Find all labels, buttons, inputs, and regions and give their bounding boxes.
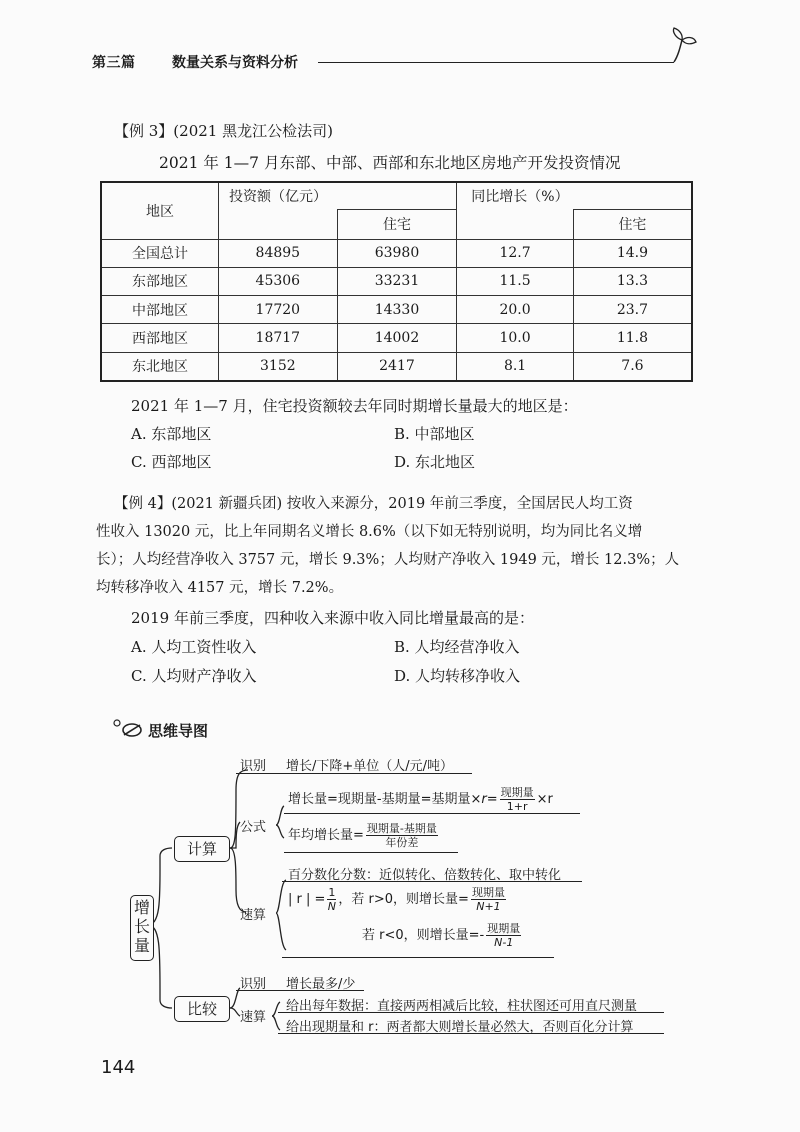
mindmap-root: 增长量 bbox=[130, 895, 154, 961]
speed2-line1-underline bbox=[278, 1012, 664, 1013]
speed1-line3 bbox=[362, 922, 523, 949]
col-header-investment: 投资额（亿元） bbox=[219, 182, 457, 209]
cell-residential-growth: 23.7 bbox=[573, 296, 692, 324]
col-header-growth-residential: 住宅 bbox=[573, 209, 692, 239]
speed1-abs: | r | = bbox=[288, 892, 326, 907]
cell-region: 西部地区 bbox=[101, 324, 219, 352]
example4-line4: 均转移净收入 4157 元，增长 7.2%。 bbox=[96, 580, 344, 596]
example3-label: 【例 3】(2021 黑龙江公检法司) bbox=[114, 122, 333, 140]
example3-option-a: A. 东部地区 bbox=[131, 425, 212, 443]
speed1-fraction: $\frac{1}{N}$ bbox=[327, 886, 337, 913]
formula1-r: r bbox=[481, 792, 487, 807]
formula1 bbox=[288, 786, 553, 813]
cell-residential: 14002 bbox=[337, 324, 457, 352]
formula1-underline bbox=[284, 813, 580, 814]
speed1-pos-text: ，若 r>0，则增长量= bbox=[338, 892, 469, 907]
col-header-investment-residential: 住宅 bbox=[337, 209, 457, 239]
speed1-pos-fraction: $\frac{\text{现期量}}{N+1}$ bbox=[471, 886, 505, 913]
formula2-underline bbox=[284, 852, 458, 853]
formula1-fraction: $\frac{\text{现期量}}{1+r}$ bbox=[500, 786, 534, 813]
example4-option-b: B. 人均经营净收入 bbox=[394, 638, 520, 656]
mindmap-node-calc: 计算 bbox=[174, 836, 230, 862]
cell-residential-growth: 13.3 bbox=[573, 267, 692, 295]
cell-investment: 18717 bbox=[219, 324, 338, 352]
formula2-fraction: $\frac{\text{现期量-基期量}}{\text{年份差}}$ bbox=[366, 822, 437, 849]
mindmap-title: 思维导图 bbox=[148, 722, 209, 740]
example3-option-c: C. 西部地区 bbox=[131, 453, 212, 471]
cell-region: 全国总计 bbox=[101, 239, 219, 267]
header-chapter: 第三篇 bbox=[92, 55, 136, 71]
formula1-eq: = bbox=[486, 792, 498, 807]
example4-option-d: D. 人均转移净收入 bbox=[394, 667, 521, 685]
cell-residential: 2417 bbox=[337, 352, 457, 381]
cell-residential: 14330 bbox=[337, 296, 457, 324]
cell-growth: 11.5 bbox=[457, 267, 574, 295]
example3-option-d: D. 东北地区 bbox=[394, 453, 476, 471]
speed2-line2-underline bbox=[278, 1033, 664, 1034]
page-number: 144 bbox=[101, 1057, 136, 1078]
example4-line1: 【例 4】(2021 新疆兵团) 按收入来源分，2019 年前三季度，全国居民人均工资 bbox=[114, 496, 633, 512]
cell-residential: 63980 bbox=[337, 239, 457, 267]
speed1-line1-underline bbox=[282, 881, 582, 882]
example4-line2: 性收入 13020 元，比上年同期名义增长 8.6%（以下如无特别说明，均为同比名义增 bbox=[96, 524, 643, 540]
speed1-line3-underline bbox=[282, 957, 554, 958]
cell-investment: 3152 bbox=[219, 352, 338, 381]
cell-growth: 20.0 bbox=[457, 296, 574, 324]
formula1-suffix: ×r bbox=[536, 792, 553, 807]
example3-option-b: B. 中部地区 bbox=[394, 425, 475, 443]
example4-option-a: A. 人均工资性收入 bbox=[131, 638, 257, 656]
cell-residential-growth: 14.9 bbox=[573, 239, 692, 267]
mindmap-identify2: 识别 bbox=[240, 977, 267, 992]
cell-investment: 84895 bbox=[219, 239, 338, 267]
identify1-underline bbox=[236, 773, 472, 774]
example4-line3: 长）；人均经营净收入 3757 元，增长 9.3%；人均财产净收入 1949 元，增长 12.3%；人 bbox=[96, 552, 680, 568]
speed2-line2: 给出现期量和 r：两者都大则增长量必然大，否则百化分计算 bbox=[286, 1020, 634, 1035]
cell-growth: 10.0 bbox=[457, 324, 574, 352]
mindmap-formula: 公式 bbox=[240, 820, 267, 835]
cell-region: 东部地区 bbox=[101, 267, 219, 295]
speed2-line1: 给出每年数据：直接两两相减后比较，柱状图还可用直尺测量 bbox=[286, 999, 638, 1014]
formula2 bbox=[288, 822, 440, 849]
mindmap-speed2: 速算 bbox=[240, 1010, 267, 1025]
example4-question: 2019 年前三季度，四种收入来源中收入同比增量最高的是： bbox=[131, 609, 534, 627]
table-title: 2021 年 1—7 月东部、中部、西部和东北地区房地产开发投资情况 bbox=[159, 154, 621, 172]
example3-question: 2021 年 1—7 月，住宅投资额较去年同时期增长量最大的地区是： bbox=[131, 397, 578, 415]
mindmap-identify2-text: 增长最多/少 bbox=[286, 977, 356, 992]
formula1-prefix: 增长量=现期量-基期量=基期量× bbox=[288, 792, 482, 807]
cell-growth: 8.1 bbox=[457, 352, 574, 381]
cell-residential-growth: 11.8 bbox=[573, 324, 692, 352]
mindmap-node-compare: 比较 bbox=[174, 996, 230, 1022]
mindmap-identify1-text: 增长/下降+单位（人/元/吨） bbox=[286, 759, 454, 774]
cell-residential-growth: 7.6 bbox=[573, 352, 692, 381]
cell-investment: 45306 bbox=[219, 267, 338, 295]
identify2-underline bbox=[236, 990, 364, 991]
speed1-line2 bbox=[288, 886, 508, 913]
cell-region: 东北地区 bbox=[101, 352, 219, 381]
mindmap-speed1: 速算 bbox=[240, 908, 267, 923]
mindmap-identify1: 识别 bbox=[240, 759, 267, 774]
cell-investment: 17720 bbox=[219, 296, 338, 324]
speed1-line1: 百分数化分数：近似转化、倍数转化、取中转化 bbox=[288, 868, 562, 883]
cell-residential: 33231 bbox=[337, 267, 457, 295]
speed1-neg-text: 若 r<0，则增长量=- bbox=[362, 928, 485, 943]
cell-growth: 12.7 bbox=[457, 239, 574, 267]
col-header-region: 地区 bbox=[101, 182, 219, 239]
header-section: 数量关系与资料分析 bbox=[172, 55, 298, 71]
formula2-prefix: 年均增长量= bbox=[288, 828, 364, 843]
col-header-growth: 同比增长（%） bbox=[457, 182, 692, 209]
cell-region: 中部地区 bbox=[101, 296, 219, 324]
speed1-neg-fraction: $\frac{\text{现期量}}{N-1}$ bbox=[487, 922, 521, 949]
example4-option-c: C. 人均财产净收入 bbox=[131, 667, 257, 685]
